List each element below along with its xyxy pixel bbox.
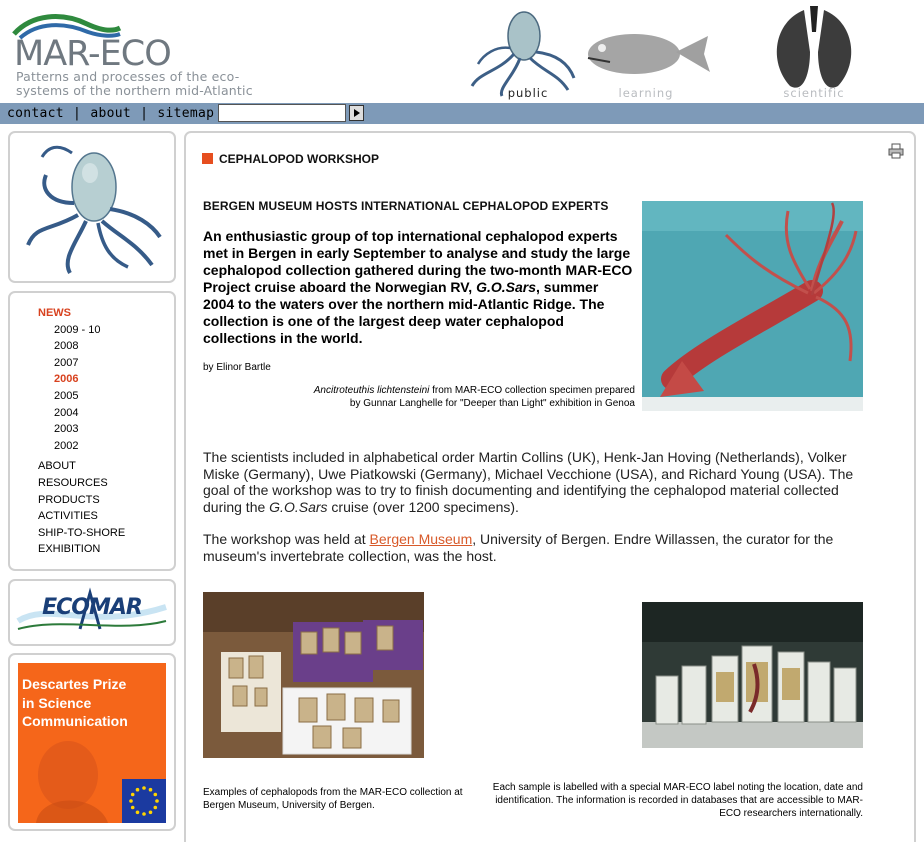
- article-lead: An enthusiastic group of top international cephalopod experts met in Bergen in early September to analyse and study the large cephalopod collection gathered during the two-month MAR-ECO Project cruise aboard the Norwegian RV, G.O.Sars, summer 2004 to the waters over the northern mid-Atlantic Ridge. The collection is one of the largest deep water cephalopod collections in the world.: [203, 228, 633, 346]
- fish-icon: [576, 2, 716, 98]
- squid-caption: Ancitroteuthis lichtensteini from MAR-ECO collection specimen prepared by Gunnar Langhelle for "Deeper than Light" exhibition in Genoa: [313, 385, 635, 409]
- sidebar-item-resources[interactable]: RESOURCES: [38, 476, 108, 489]
- zone-scientific[interactable]: [744, 0, 884, 103]
- sidebar-year-2003[interactable]: 2003: [54, 423, 79, 436]
- sidebar-year-2009-10[interactable]: 2009 - 10: [54, 323, 101, 336]
- octopus-photo: [10, 133, 174, 281]
- radiolarian-icon: [744, 2, 884, 98]
- section-bullet-icon: [202, 153, 213, 164]
- sidebar-year-2008[interactable]: 2008: [54, 340, 79, 353]
- print-icon[interactable]: [888, 143, 904, 159]
- article-paragraph-1: The scientists included in alphabetical order Martin Collins (UK), Henk-Jan Hoving (Netherlands), Volker Miske (Germany), Uwe Piatkowski (Germany), Michael Vecchione (USA), and Richard Young (USA). The goal of the workshop was to try to finish documenting and identifying the cephalopod material collected during the G.O.Sars cruise (over 1200 specimens).: [203, 449, 854, 515]
- sidebar-menu: [8, 291, 176, 571]
- prize-text: Descartes Prize in Science Communication: [22, 676, 128, 729]
- prize-panel: [18, 663, 166, 823]
- bergen-museum-link[interactable]: Bergen Museum: [369, 531, 473, 547]
- sidebar-year-2006[interactable]: 2006: [54, 373, 79, 386]
- sidebar-item-exhibition[interactable]: EXHIBITION: [38, 543, 101, 556]
- sidebar-item-news[interactable]: NEWS: [38, 307, 71, 319]
- search-go-button[interactable]: [349, 105, 364, 121]
- logo-title: MAR-ECO: [14, 34, 171, 74]
- search-input[interactable]: [218, 104, 346, 122]
- article-headline: BERGEN MUSEUM HOSTS INTERNATIONAL CEPHALOPOD EXPERTS: [203, 199, 609, 213]
- nav-contact-link[interactable]: contact: [7, 106, 64, 121]
- squid-photo: [642, 201, 863, 411]
- sidebar-year-2004[interactable]: 2004: [54, 406, 79, 419]
- top-nav-bar: [0, 103, 924, 124]
- sidebar-octopus-image: [8, 131, 176, 283]
- sidebar-nav: [38, 305, 125, 558]
- sidebar-year-2002[interactable]: 2002: [54, 439, 79, 452]
- sidebar-year-2007[interactable]: 2007: [54, 356, 79, 369]
- sidebar-year-2005[interactable]: 2005: [54, 389, 79, 402]
- specimen-jars-photo-right: [642, 602, 863, 748]
- descartes-prize-banner[interactable]: [8, 653, 176, 831]
- caption-left: Examples of cephalopods from the MAR-ECO collection at Bergen Museum, University of Bergen.: [203, 787, 463, 811]
- article-byline: by Elinor Bartle: [203, 362, 271, 373]
- sidebar-item-about[interactable]: ABOUT: [38, 460, 76, 473]
- mar-eco-logo[interactable]: [8, 8, 298, 100]
- caption-right: Each sample is labelled with a special MAR-ECO label noting the location, date and identification. The information is recorded in databases that are accessible to MAR-ECO researchers internationally.: [492, 782, 863, 819]
- zone-scientific-label: scientific: [783, 86, 845, 100]
- ecomar-logo-text: ECOMAR: [42, 595, 142, 620]
- section-title: CEPHALOPOD WORKSHOP: [202, 152, 379, 166]
- site-header: [0, 0, 924, 103]
- specimen-jars-photo-left: [203, 592, 424, 758]
- nav-sitemap-link[interactable]: sitemap: [157, 106, 215, 121]
- logo-tagline: Patterns and processes of the eco- systems of the northern mid-Atlantic: [16, 69, 253, 98]
- nav-about-link[interactable]: about: [90, 106, 131, 121]
- ecomar-banner[interactable]: [8, 579, 176, 646]
- zone-public-label: public: [507, 86, 549, 100]
- zone-learning-label: learning: [618, 86, 674, 100]
- article-paragraph-2: The workshop was held at Bergen Museum, University of Bergen. Endre Willassen, the curator for the museum's invertebrate collection, was the host.: [203, 531, 834, 564]
- sidebar-item-ship-to-shore[interactable]: SHIP-TO-SHORE: [38, 526, 126, 539]
- sidebar-item-activities[interactable]: ACTIVITIES: [38, 510, 98, 523]
- article-panel: [184, 131, 916, 842]
- zone-learning[interactable]: [576, 0, 716, 103]
- eu-flag-icon: [122, 779, 166, 823]
- nav-links: contact | about | sitemap: [7, 106, 215, 121]
- sidebar-item-products[interactable]: PRODUCTS: [38, 493, 100, 506]
